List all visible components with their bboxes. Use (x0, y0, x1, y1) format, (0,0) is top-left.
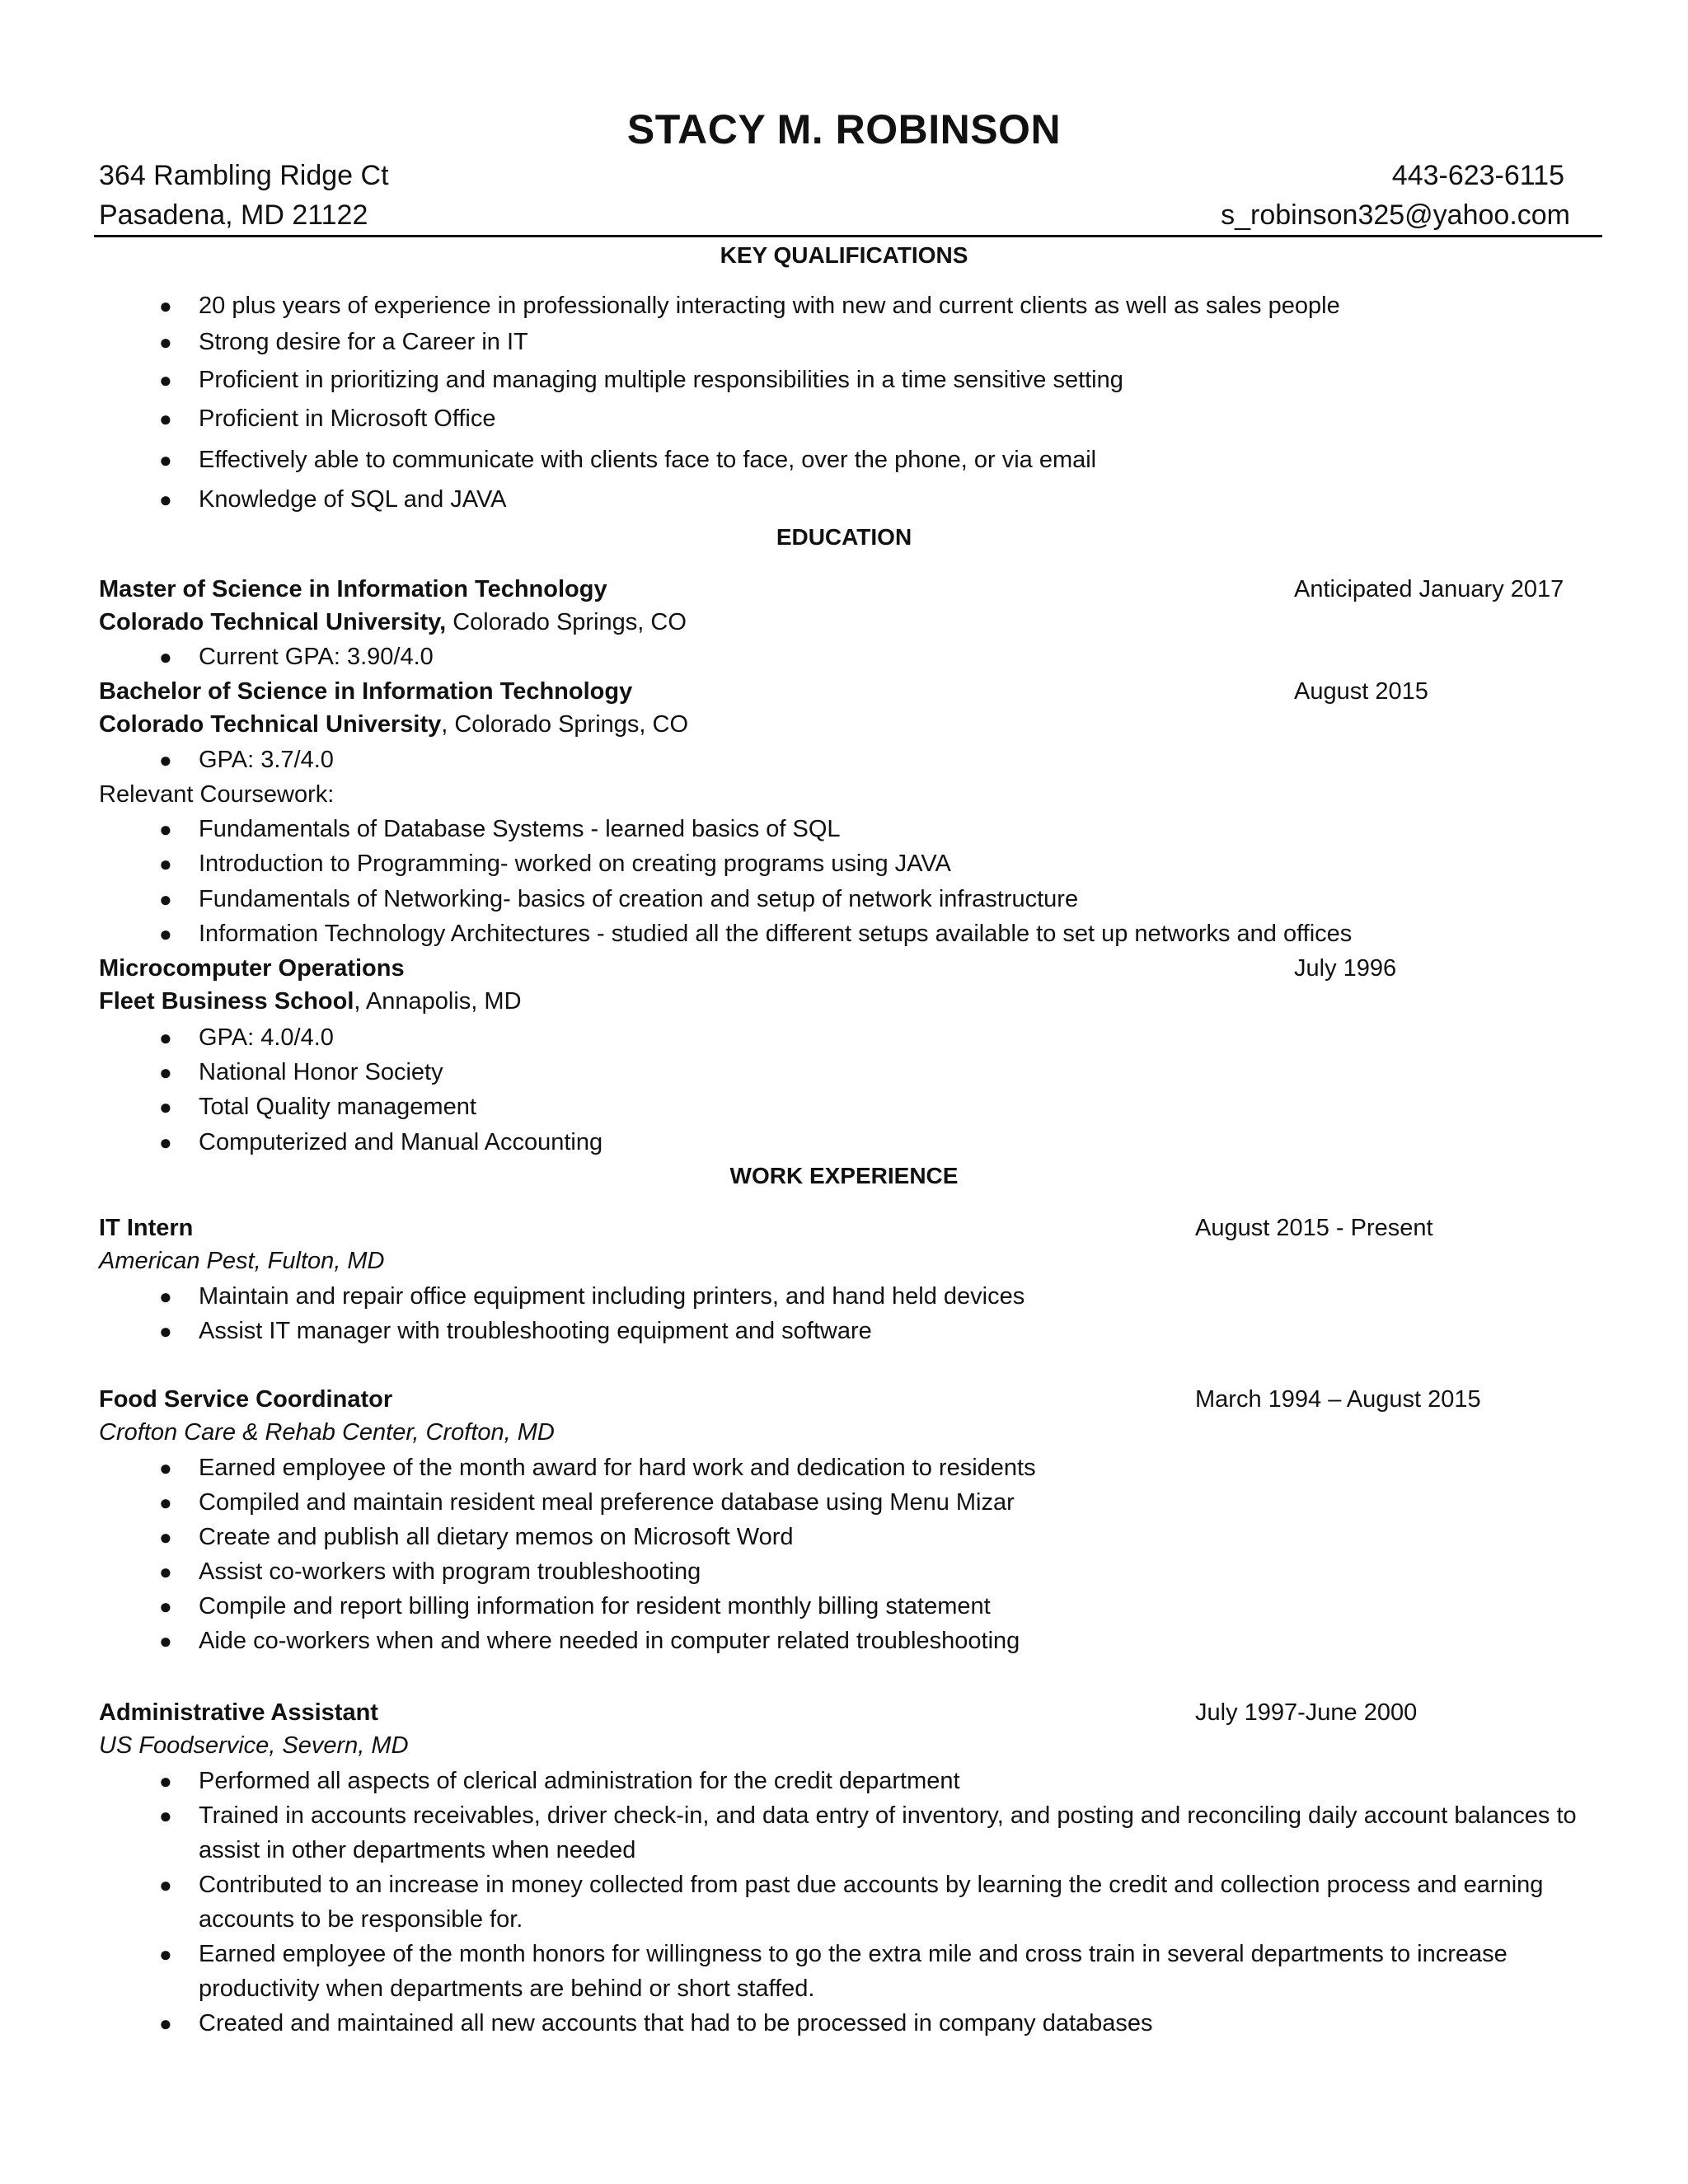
school-location: , Colorado Springs, CO (441, 711, 689, 738)
degree-title-bachelors: Bachelor of Science in Information Technology (99, 678, 633, 705)
bullet-icon: ● (159, 1284, 172, 1309)
degree-date-bachelors: August 2015 (1294, 678, 1428, 705)
bullet-icon: ● (159, 1319, 172, 1343)
school-line-bachelors (99, 710, 688, 739)
degree-title-masters: Master of Science in Information Technology (99, 576, 607, 602)
bullet-icon: ● (159, 1942, 172, 1966)
job-duty: Earned employee of the month honors for willingness to go the extra mile and cross train in several departments to increase productivity when departments are behind or short staffed. (199, 1941, 1507, 2002)
coursework-item: Introduction to Programming- worked on creating programs using JAVA (199, 851, 951, 877)
phone-number: 443-623-6115 (1391, 160, 1564, 191)
coursework-item: Fundamentals of Database Systems - learned basics of SQL (199, 816, 841, 842)
bullet-icon: ● (159, 448, 172, 472)
bullet-icon: ● (159, 1094, 172, 1119)
bullet-icon: ● (159, 368, 172, 392)
education-bullet: Computerized and Manual Accounting (199, 1129, 603, 1155)
job-duty: Contributed to an increase in money collected from past due accounts by learning the credit and collection process and earning accounts to be responsible for. (199, 1872, 1544, 1933)
job-duty: Maintain and repair office equipment including printers, and hand held devices (199, 1283, 1025, 1310)
qualification-item: 20 plus years of experience in professionally interacting with new and current clients as well as sales people (199, 293, 1340, 319)
qualification-item: Proficient in prioritizing and managing multiple responsibilities in a time sensitive setting (199, 367, 1123, 393)
bullet-icon: ● (159, 1769, 172, 1793)
section-heading-key-qualifications: KEY QUALIFICATIONS (720, 242, 968, 268)
qualification-item: Strong desire for a Career in IT (199, 329, 528, 355)
bullet-icon: ● (159, 817, 172, 841)
program-title-microcomputer: Microcomputer Operations (99, 955, 405, 982)
bullet-icon: ● (159, 293, 172, 318)
candidate-name: STACY M. ROBINSON (626, 106, 1062, 152)
bullet-icon: ● (159, 487, 172, 512)
job-duty: Aide co-workers when and where needed in computer related troubleshooting (199, 1628, 1020, 1654)
job-duty: Earned employee of the month award for hard work and dedication to residents (199, 1455, 1036, 1481)
job-title: Administrative Assistant (99, 1699, 378, 1726)
job-date: July 1997-June 2000 (1195, 1699, 1418, 1726)
bullet-icon: ● (159, 748, 172, 772)
qualification-item: Effectively able to communicate with clients face to face, over the phone, or via email (199, 447, 1097, 473)
bullet-icon: ● (159, 406, 172, 431)
bullet-icon: ● (159, 1060, 172, 1085)
address-line-2: Pasadena, MD 21122 (99, 199, 368, 231)
bullet-icon: ● (159, 1803, 172, 1828)
bullet-icon: ● (159, 1872, 172, 1897)
bullet-icon: ● (159, 1629, 172, 1653)
bullet-icon: ● (159, 887, 172, 912)
school-name: Fleet Business School (99, 988, 354, 1015)
job-employer: US Foodservice, Severn, MD (99, 1732, 409, 1759)
job-duty: Performed all aspects of clerical administration for the credit department (199, 1768, 960, 1794)
job-duty: Assist IT manager with troubleshooting equipment and software (199, 1318, 872, 1344)
job-duty: Compiled and maintain resident meal preference database using Menu Mizar (199, 1489, 1015, 1516)
job-date: March 1994 – August 2015 (1195, 1386, 1481, 1413)
bullet-icon: ● (159, 2011, 172, 2036)
bullet-icon: ● (159, 330, 172, 354)
school-name: Colorado Technical University, (99, 609, 447, 635)
bullet-icon: ● (159, 644, 172, 669)
job-duty: Created and maintained all new accounts that had to be processed in company databases (199, 2010, 1153, 2036)
header-divider (94, 235, 1602, 237)
education-bullet: GPA: 3.7/4.0 (199, 747, 334, 773)
job-duty: Assist co-workers with program troubleshooting (199, 1558, 701, 1585)
school-location: Colorado Springs, CO (446, 609, 687, 635)
coursework-item: Fundamentals of Networking- basics of creation and setup of network infrastructure (199, 886, 1079, 912)
address-line-1: 364 Rambling Ridge Ct (99, 160, 389, 191)
job-employer: American Pest, Fulton, MD (99, 1248, 385, 1274)
job-title: IT Intern (99, 1215, 194, 1241)
school-line-masters (99, 607, 687, 637)
bullet-icon: ● (159, 1525, 172, 1549)
bullet-icon: ● (159, 1594, 172, 1619)
school-location: , Annapolis, MD (354, 988, 522, 1015)
school-name: Colorado Technical University (99, 711, 442, 738)
section-heading-work-experience: WORK EXPERIENCE (729, 1163, 959, 1188)
coursework-label: Relevant Coursework: (99, 781, 335, 808)
education-bullet: Current GPA: 3.90/4.0 (199, 644, 434, 670)
job-date: August 2015 - Present (1195, 1215, 1433, 1241)
job-employer: Crofton Care & Rehab Center, Crofton, MD (99, 1419, 555, 1446)
bullet-icon: ● (159, 851, 172, 876)
job-title: Food Service Coordinator (99, 1386, 393, 1413)
bullet-icon: ● (159, 1455, 172, 1480)
education-bullet: National Honor Society (199, 1059, 443, 1085)
degree-date-masters: Anticipated January 2017 (1294, 576, 1564, 602)
bullet-icon: ● (159, 1490, 172, 1515)
email-address: s_robinson325@yahoo.com (1221, 199, 1570, 231)
job-duty: Create and publish all dietary memos on Microsoft Word (199, 1524, 794, 1550)
education-bullet: GPA: 4.0/4.0 (199, 1024, 334, 1051)
qualification-item: Proficient in Microsoft Office (199, 405, 496, 432)
bullet-icon: ● (159, 921, 172, 946)
bullet-icon: ● (159, 1025, 172, 1050)
job-duty: Trained in accounts receivables, driver check-in, and data entry of inventory, and posting and reconciling daily account balances to assist in other departments when needed (199, 1802, 1577, 1863)
qualification-item: Knowledge of SQL and JAVA (199, 486, 507, 513)
school-line-fleet (99, 987, 522, 1016)
education-bullet: Total Quality management (199, 1094, 476, 1120)
bullet-icon: ● (159, 1559, 172, 1584)
section-heading-education: EDUCATION (776, 524, 912, 550)
coursework-item: Information Technology Architectures - studied all the different setups available to set up networks and offices (199, 921, 1353, 947)
job-duty: Compile and report billing information for resident monthly billing statement (199, 1593, 991, 1619)
program-date-microcomputer: July 1996 (1294, 955, 1397, 982)
bullet-icon: ● (159, 1130, 172, 1155)
